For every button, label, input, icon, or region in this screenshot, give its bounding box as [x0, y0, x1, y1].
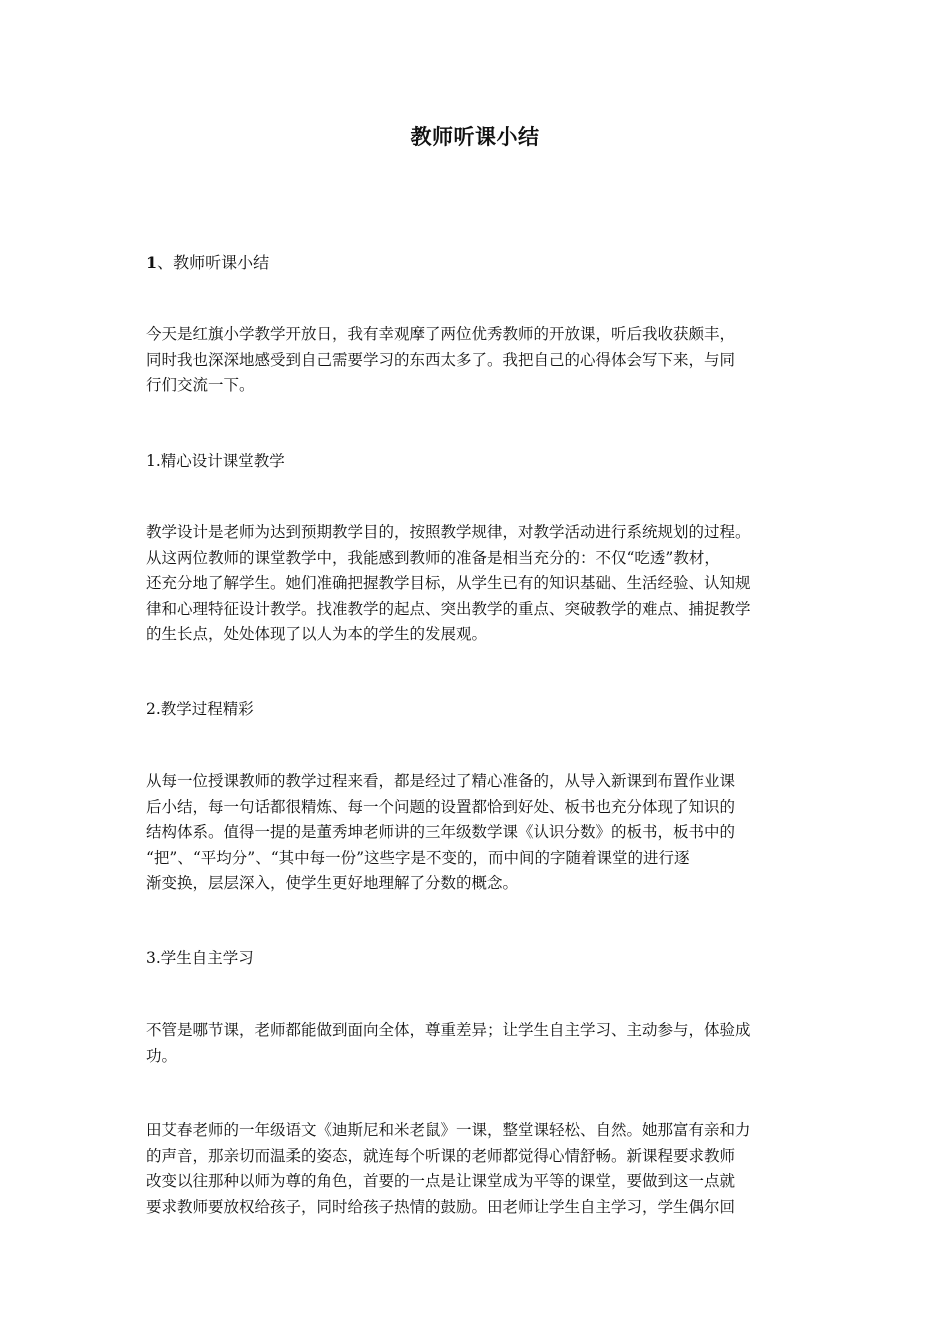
paragraph-line: 还充分地了解学生。她们准确把握教学目标，从学生已有的知识基础、生活经验、认知规 [146, 574, 751, 592]
point1-paragraph [146, 520, 810, 648]
section-heading [146, 250, 810, 276]
point3-paragraph [146, 1018, 810, 1069]
paragraph-line: 不管是哪节课，老师都能做到面向全体，尊重差异；让学生自主学习、主动参与，体验成 [146, 1021, 751, 1039]
paragraph-line: 后小结，每一句话都很精炼、每一个问题的设置都恰到好处、板书也充分体现了知识的 [146, 797, 736, 816]
paragraph-line: 从这两位教师的课堂教学中，我能感到教师的准备是相当充分的：不仅“吃透”教材， [146, 548, 720, 567]
paragraph-line: 功。 [146, 1046, 178, 1065]
paragraph-line: 律和心理特征设计教学。找准教学的起点、突出教学的重点、突破教学的难点、捕捉教学 [146, 599, 751, 618]
point1-heading: 1.精心设计课堂教学 [146, 452, 285, 470]
document-title: 教师听课小结 [410, 124, 540, 149]
paragraph-line: 的声音，那亲切而温柔的姿态，就连每个听课的老师都觉得心情舒畅。新课程要求教师 [146, 1146, 736, 1165]
point2-heading: 2.教学过程精彩 [146, 700, 254, 718]
paragraph-line: 从每一位授课教师的教学过程来看，都是经过了精心准备的，从导入新课到布置作业课 [146, 772, 736, 790]
paragraph-line: 田艾春老师的一年级语文《迪斯尼和米老鼠》一课，整堂课轻松、自然。她那富有亲和力 [146, 1121, 751, 1139]
intro-paragraph [146, 322, 810, 399]
paragraph-line: 渐变换，层层深入，使学生更好地理解了分数的概念。 [146, 874, 519, 892]
paragraph-line: 行们交流一下。 [146, 376, 255, 394]
paragraph-line: 今天是红旗小学教学开放日，我有幸观摩了两位优秀教师的开放课，听后我收获颇丰， [146, 325, 736, 343]
section-separator: 、 [157, 253, 174, 272]
paragraph-line: 要求教师要放权给孩子，同时给孩子热情的鼓励。田老师让学生自主学习，学生偶尔回 [146, 1197, 736, 1216]
paragraph-line: 的生长点，处处体现了以人为本的学生的发展观。 [146, 625, 488, 643]
paragraph-line: 教学设计是老师为达到预期教学目的，按照教学规律，对教学活动进行系统规划的过程。 [146, 523, 751, 541]
point3-paragraph-2 [146, 1118, 810, 1220]
point2-paragraph [146, 769, 810, 897]
section-heading-text: 教师听课小结 [173, 253, 270, 272]
paragraph-line: 结构体系。值得一提的是董秀坤老师讲的三年级数学课《认识分数》的板书，板书中的 [146, 823, 736, 841]
paragraph-line: “把”、“平均分”、“其中每一份”这些字是不变的，而中间的字随着课堂的进行逐 [146, 848, 690, 867]
paragraph-line: 改变以往那种以师为尊的角色，首要的一点是让课堂成为平等的课堂，要做到这一点就 [146, 1172, 736, 1190]
section-number: 1 [146, 253, 158, 272]
point3-heading: 3.学生自主学习 [146, 949, 254, 967]
paragraph-line: 同时我也深深地感受到自己需要学习的东西太多了。我把自己的心得体会写下来，与同 [146, 350, 736, 369]
